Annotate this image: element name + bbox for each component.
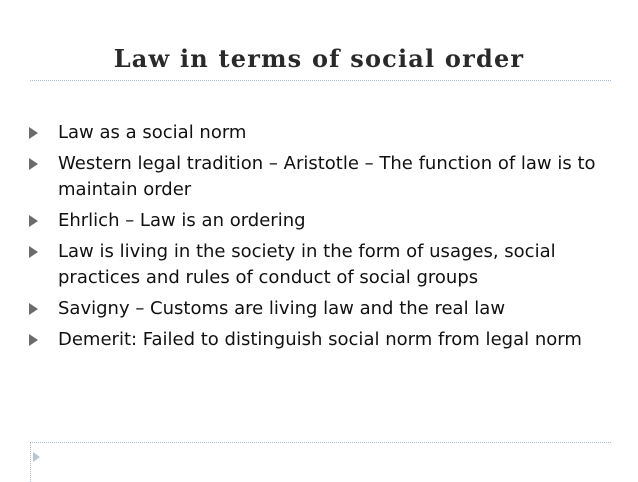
slide-title: Law in terms of social order <box>113 44 525 73</box>
title-divider <box>30 80 611 81</box>
bullet-item <box>26 239 606 291</box>
bullet-text: Law is living in the society in the form of usages, social practices and rules of conduct of social groups <box>58 241 556 288</box>
bullet-text: Savigny – Customs are living law and the real law <box>58 298 506 319</box>
triangle-bullet-icon <box>29 303 38 315</box>
footer-corner-divider <box>30 442 31 482</box>
bullet-text: Ehrlich – Law is an ordering <box>58 210 306 231</box>
triangle-bullet-icon <box>29 127 38 139</box>
triangle-bullet-icon <box>29 215 38 227</box>
bullet-list <box>26 120 606 358</box>
triangle-bullet-icon <box>29 334 38 346</box>
bullet-text: Western legal tradition – Aristotle – The function of law is to maintain order <box>58 153 596 200</box>
bullet-item <box>26 296 606 322</box>
bullet-item <box>26 151 606 203</box>
bullet-text: Law as a social norm <box>58 122 247 143</box>
next-arrow-icon[interactable] <box>33 452 40 462</box>
bullet-item <box>26 208 606 234</box>
bullet-item <box>26 120 606 146</box>
bullet-text: Demerit: Failed to distinguish social norm from legal norm <box>58 329 582 350</box>
footer-divider <box>30 442 611 443</box>
triangle-bullet-icon <box>29 246 38 258</box>
triangle-bullet-icon <box>29 158 38 170</box>
bullet-item <box>26 327 606 353</box>
